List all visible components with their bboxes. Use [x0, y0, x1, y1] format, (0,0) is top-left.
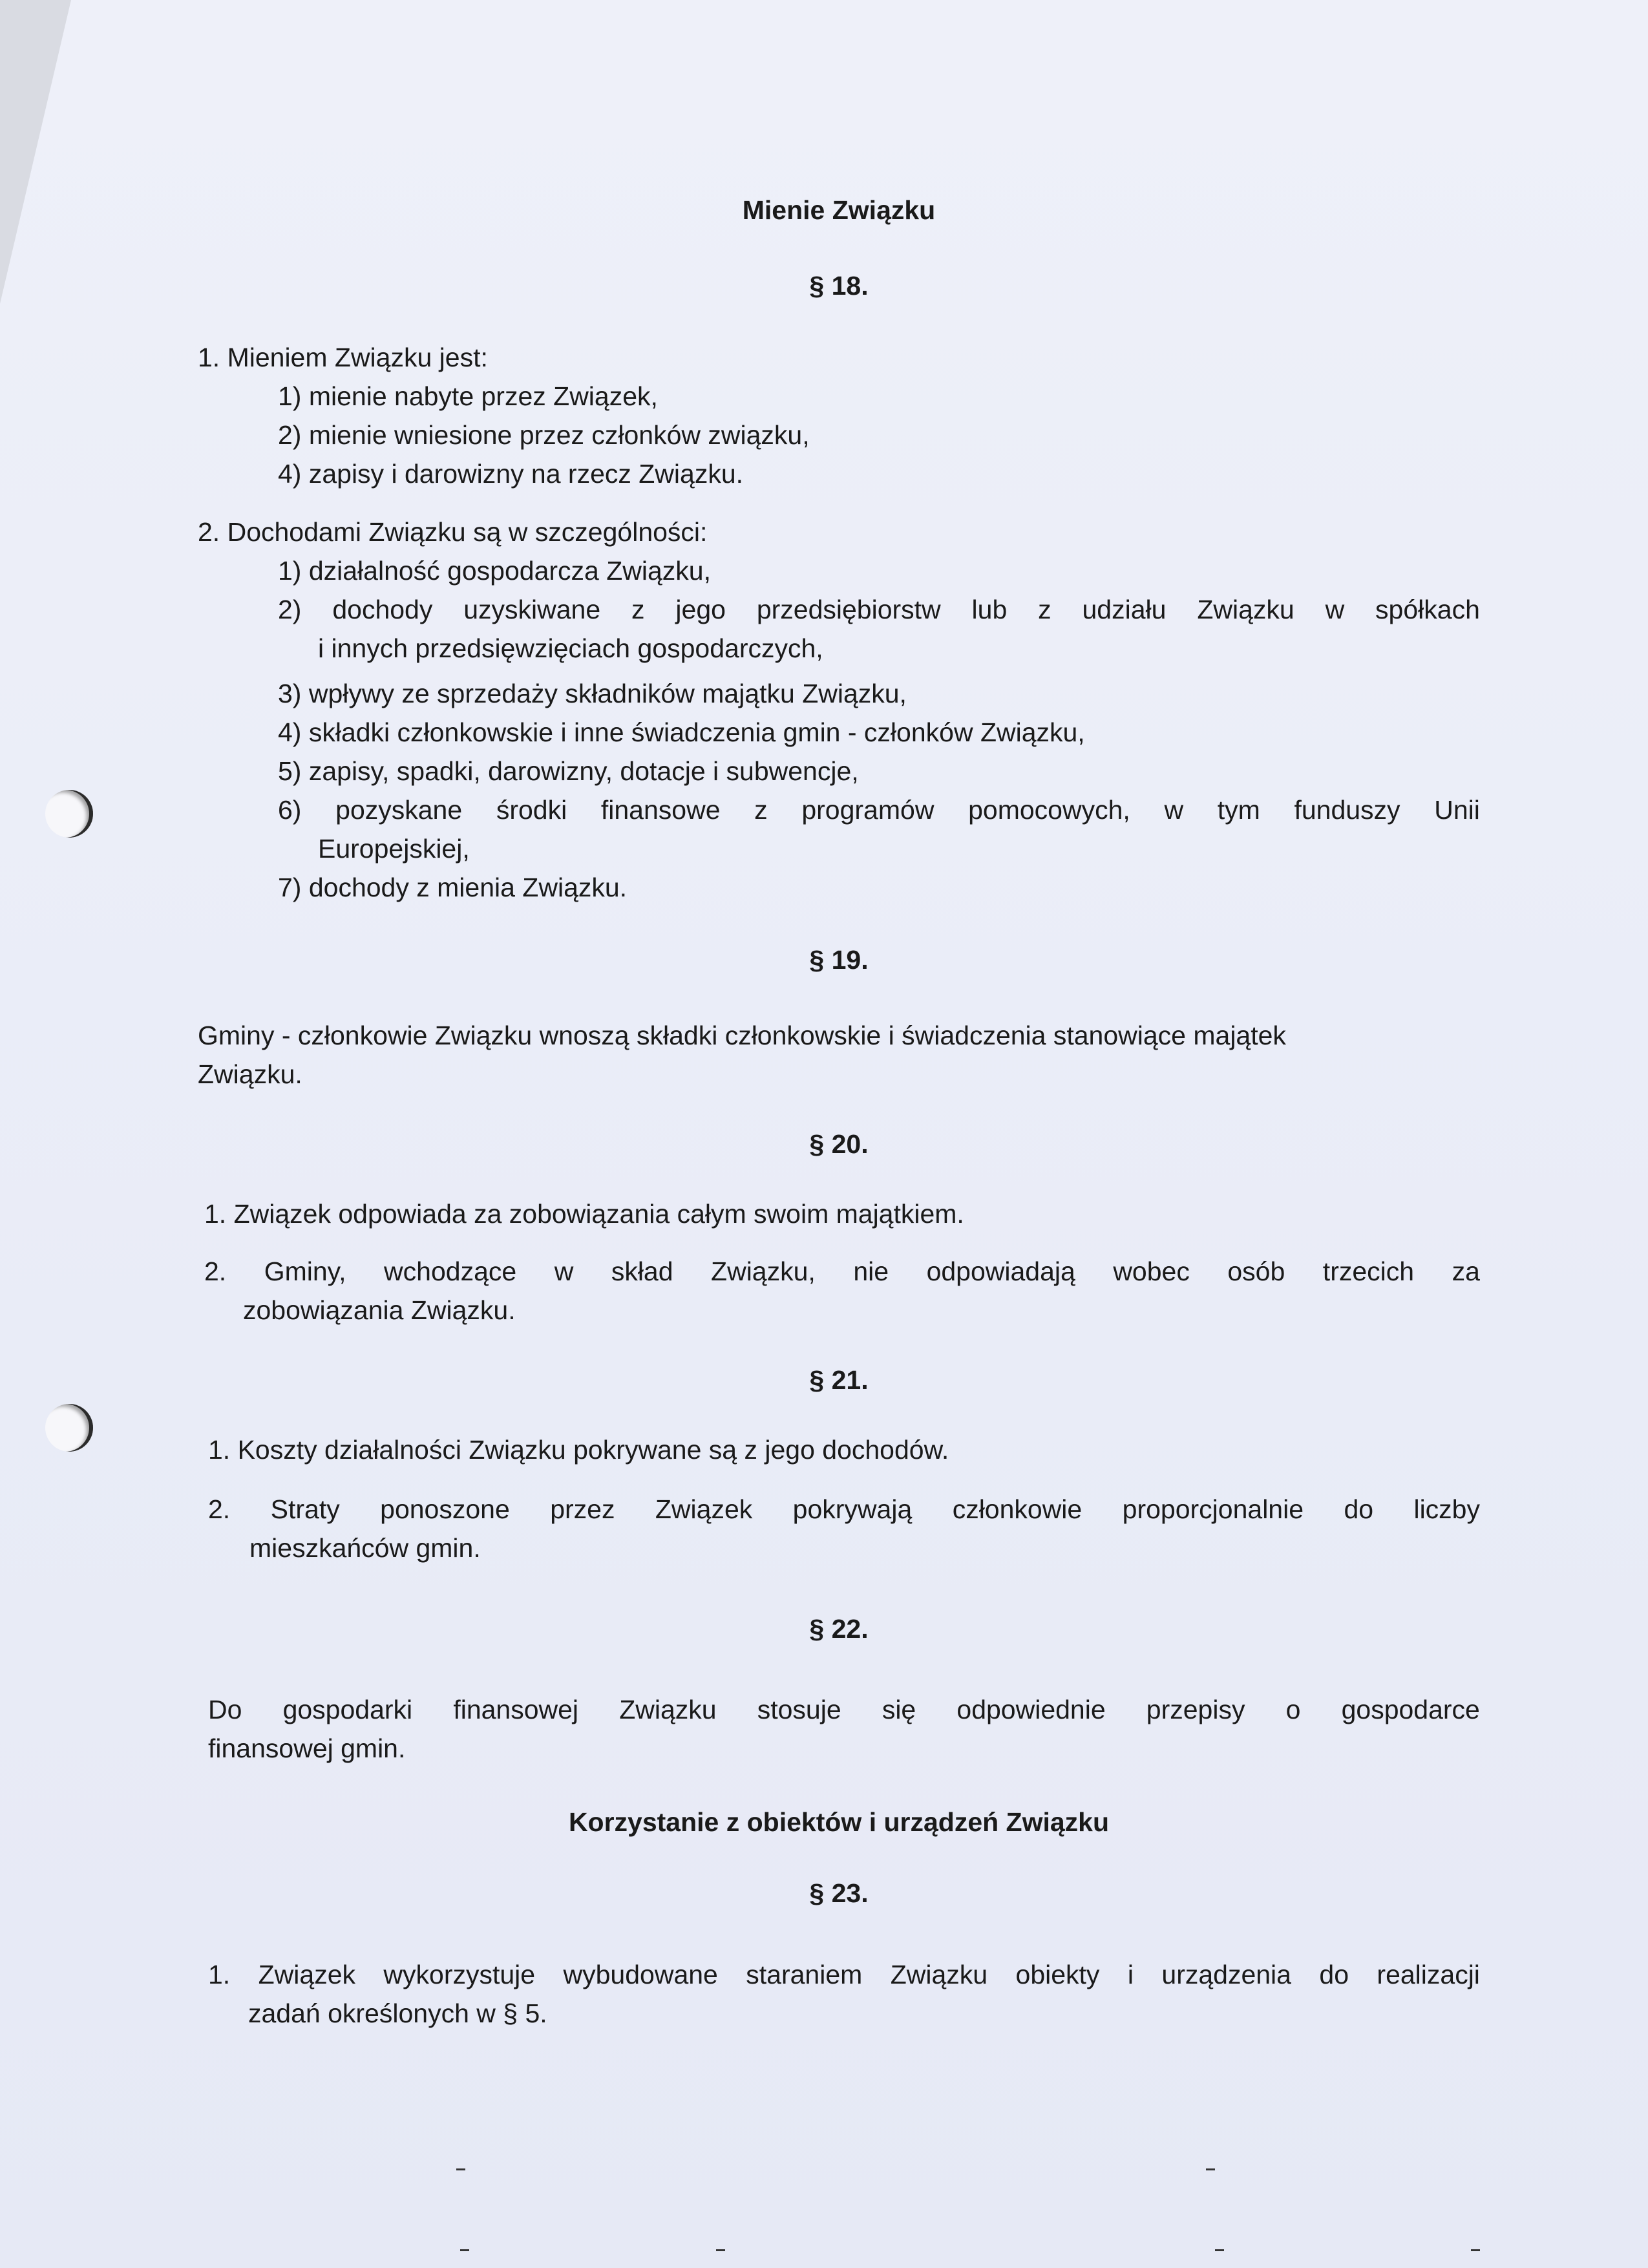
scan-mark [1471, 2249, 1480, 2251]
s18-p2-item: 5) zapisy, spadki, darowizny, dotacje i subwencje, [278, 756, 859, 786]
s18-p2-item: 4) składki członkowskie i inne świadczenia gmin - członków Związku, [278, 717, 1085, 747]
word: Związek [258, 1960, 355, 1989]
word: się [882, 1695, 916, 1724]
word: gospodarce [1341, 1695, 1480, 1724]
heading-korzystanie: Korzystanie z obiektów i urządzeń Związku [568, 1807, 1110, 1837]
word: udziału [1082, 595, 1167, 624]
scan-mark [1215, 2249, 1224, 2251]
word: przez [550, 1494, 615, 1524]
s23-p1-line2: zadań określonych w § 5. [248, 1998, 547, 2028]
s18-p1: 1. Mieniem Związku jest: [198, 343, 488, 372]
word: finansowej [453, 1695, 579, 1724]
section-18-title: § 18. [809, 271, 869, 301]
section-22-title: § 22. [809, 1614, 869, 1644]
word: pozyskane [335, 795, 463, 825]
word: członkowie [952, 1494, 1083, 1524]
s23-justified [208, 1955, 1480, 1995]
s19-line2: Związku. [198, 1059, 302, 1089]
s18-p2: 2. Dochodami Związku są w szczególności: [198, 517, 708, 547]
word: ponoszone [380, 1494, 510, 1524]
word: urządzenia [1161, 1960, 1291, 1989]
word: funduszy [1294, 795, 1400, 825]
scan-mark [456, 2168, 465, 2170]
word: programów [801, 795, 935, 825]
word: Związku [1197, 595, 1294, 624]
word: Związku [619, 1695, 717, 1724]
word: Straty [270, 1494, 340, 1524]
word: liczby [1413, 1494, 1480, 1524]
section-21-title: § 21. [809, 1365, 869, 1395]
word: z [631, 595, 645, 624]
word: 1. [208, 1960, 231, 1989]
word: skład [611, 1256, 673, 1286]
s18-p2-item-justified [278, 590, 1480, 630]
word: tym [1217, 795, 1260, 825]
word: trzecich [1322, 1256, 1415, 1286]
word: uzyskiwane [463, 595, 601, 624]
word: przedsiębiorstw [756, 595, 941, 624]
scan-mark [1206, 2168, 1215, 2170]
word: wchodzące [384, 1256, 517, 1286]
word: Związku, [711, 1256, 816, 1286]
word: Związku [890, 1960, 988, 1989]
word: w [554, 1256, 574, 1286]
word: Związek [655, 1494, 753, 1524]
word: odpowiednie [956, 1695, 1106, 1724]
word: jego [675, 595, 726, 624]
word: Do [208, 1695, 242, 1724]
word: z [754, 795, 768, 825]
word: do [1344, 1494, 1374, 1524]
section-20-title: § 20. [809, 1129, 869, 1159]
s18-p1-item: 4) zapisy i darowizny na rzecz Związku. [278, 459, 744, 489]
word: z [1038, 595, 1051, 624]
section-19-title: § 19. [809, 945, 869, 975]
word: gospodarki [282, 1695, 413, 1724]
s20-p2-line2: zobowiązania Związku. [243, 1295, 516, 1325]
s18-p2-item: 3) wpływy ze sprzedaży składników majątku Związku, [278, 679, 907, 708]
word: staraniem [746, 1960, 863, 1989]
word: i [1127, 1960, 1134, 1989]
word: Unii [1434, 795, 1480, 825]
scan-mark [716, 2249, 725, 2251]
word: proporcjonalnie [1122, 1494, 1304, 1524]
section-23-title: § 23. [809, 1878, 869, 1908]
heading-mienie: Mienie Związku [742, 195, 936, 225]
word: odpowiadają [926, 1256, 1075, 1286]
punch-hole-bottom [45, 1404, 93, 1452]
s22-line2: finansowej gmin. [208, 1733, 406, 1763]
s21-p2-justified [208, 1490, 1480, 1529]
word: pomocowych, [968, 795, 1130, 825]
word: Gminy, [264, 1256, 346, 1286]
s18-p2-item: 7) dochody z mienia Związku. [278, 873, 628, 902]
s21-p1: 1. Koszty działalności Związku pokrywane są z jego dochodów. [208, 1435, 949, 1465]
s19-line1: Gminy - członkowie Związku wnoszą składki członkowskie i świadczenia stanowiące majątek [198, 1021, 1286, 1050]
s20-p2-justified [204, 1252, 1480, 1291]
s18-p2-item: Europejskiej, [318, 834, 470, 864]
word: do [1319, 1960, 1349, 1989]
word: stosuje [757, 1695, 841, 1724]
s22-justified [208, 1690, 1480, 1730]
word: środki [496, 795, 567, 825]
word: obiekty [1015, 1960, 1100, 1989]
word: nie [853, 1256, 889, 1286]
s18-p2-item-justified [278, 790, 1480, 830]
word: finansowe [600, 795, 721, 825]
word: wybudowane [563, 1960, 718, 1989]
word: 2. [204, 1256, 227, 1286]
word: pokrywają [792, 1494, 913, 1524]
word: dochody [332, 595, 433, 624]
punch-hole-top [45, 790, 93, 838]
word: spółkach [1375, 595, 1480, 624]
s18-p2-item: 1) działalność gospodarcza Związku, [278, 556, 711, 586]
word: lub [971, 595, 1008, 624]
word: przepisy [1146, 1695, 1245, 1724]
word: o [1285, 1695, 1301, 1724]
s20-p1: 1. Związek odpowiada za zobowiązania całym swoim majątkiem. [204, 1199, 964, 1229]
word: w [1325, 595, 1345, 624]
word: 2. [208, 1494, 231, 1524]
s21-p2-line2: mieszkańców gmin. [249, 1533, 481, 1563]
s18-p1-item: 1) mienie nabyte przez Związek, [278, 381, 658, 411]
scan-mark [460, 2249, 469, 2251]
folded-corner [0, 0, 71, 304]
word: wykorzystuje [383, 1960, 536, 1989]
word: 2) [278, 595, 302, 624]
word: wobec [1113, 1256, 1190, 1286]
word: za [1452, 1256, 1480, 1286]
word: 6) [278, 795, 302, 825]
word: w [1164, 795, 1184, 825]
s18-p2-item: i innych przedsięwzięciach gospodarczych, [318, 633, 823, 663]
word: osób [1227, 1256, 1285, 1286]
word: realizacji [1377, 1960, 1480, 1989]
s18-p1-item: 2) mienie wniesione przez członków związku, [278, 420, 810, 450]
